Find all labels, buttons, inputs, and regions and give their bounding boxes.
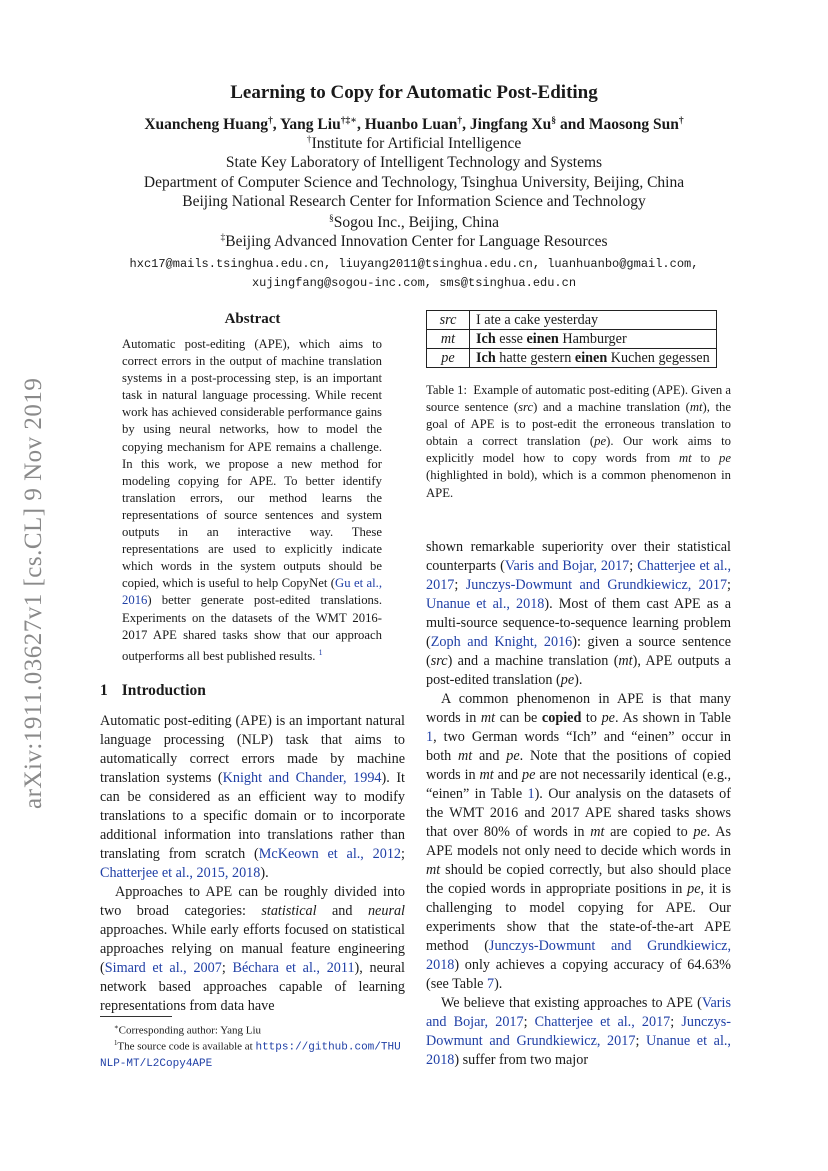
row-key: pe bbox=[427, 349, 470, 368]
var: pe bbox=[601, 710, 615, 726]
table-1-caption bbox=[426, 382, 731, 502]
affiliation-text: Beijing Advanced Innovation Center for Language Resources bbox=[225, 233, 608, 251]
citation-link[interactable]: Junczys-Dowmunt and Grundkiewicz, 2018 bbox=[426, 938, 731, 973]
author-mark: † bbox=[457, 115, 463, 126]
table-1 bbox=[426, 310, 731, 368]
var: mt bbox=[618, 653, 633, 669]
table-row bbox=[427, 349, 717, 368]
text: ). bbox=[574, 672, 583, 688]
author-name: Maosong Sun bbox=[588, 116, 679, 134]
citation-link[interactable]: Chatterjee et al., 2017 bbox=[534, 1014, 671, 1030]
text: ) and a machine translation ( bbox=[447, 653, 619, 669]
caption-label: Table 1: bbox=[426, 383, 468, 397]
text: ), APE outputs a post-edited translation ( bbox=[426, 653, 731, 688]
text: can be bbox=[495, 710, 542, 726]
text: ): given a source sentence ( bbox=[426, 634, 731, 669]
sentence-text: hatte gestern bbox=[495, 350, 575, 366]
footnote-mark: 1 bbox=[114, 1040, 118, 1047]
citation-link[interactable]: Unanue et al., 2018 bbox=[426, 596, 545, 612]
citation-link[interactable]: Zoph and Knight, 2016 bbox=[430, 634, 573, 650]
citation-link[interactable]: Unanue et al., 2018 bbox=[426, 1033, 731, 1068]
email-line-2[interactable]: xujingfang@sogou-inc.com, sms@tsinghua.edu.cn bbox=[251, 276, 577, 290]
row-key: src bbox=[427, 311, 470, 330]
var: mt bbox=[480, 710, 496, 726]
caption-text: (highlighted in bold), which is a common phenomenon in APE. bbox=[426, 468, 731, 500]
separator: , bbox=[356, 116, 365, 134]
email-line-1[interactable]: hxc17@mails.tsinghua.edu.cn, liuyang2011@tsinghua.edu.cn, luanhuanbo@gmail.com, bbox=[129, 257, 699, 271]
var: src bbox=[430, 653, 448, 669]
text: and bbox=[472, 748, 507, 764]
text: ). It can be considered as an efficient way to modify translations to a specific domain or to incorporate additional information into translations rather than translating from scratch ( bbox=[100, 770, 405, 862]
row-sentence bbox=[470, 311, 717, 330]
text: ; bbox=[401, 846, 405, 862]
author-mark: † bbox=[267, 115, 273, 126]
sentence-text: Hamburger bbox=[558, 331, 627, 347]
row-sentence bbox=[470, 349, 717, 368]
arxiv-stamp: arXiv:1911.03627v1 [cs.CL] 9 Nov 2019 bbox=[20, 377, 47, 809]
affiliation-inst bbox=[0, 134, 828, 153]
author-line bbox=[0, 115, 828, 134]
author-mark: † bbox=[678, 115, 684, 126]
affiliation-lab: State Key Laboratory of Intelligent Technology and Systems bbox=[225, 154, 603, 171]
citation-link[interactable]: Varis and Bojar, 2017 bbox=[504, 558, 630, 574]
text: ). Most of them cast APE as a multi-source sequence-to-sequence learning problem ( bbox=[426, 596, 731, 650]
footnote-ref[interactable]: 1 bbox=[318, 647, 323, 657]
text: Automatic post-editing (APE) is an important natural language processing (NLP) task that aims to automatically correct errors made by machine translation systems ( bbox=[100, 713, 405, 786]
section-heading-introduction bbox=[100, 682, 206, 700]
abstract-heading: Abstract bbox=[224, 311, 281, 327]
citation-link[interactable]: Gu et al., 2016 bbox=[122, 576, 382, 608]
caption-text: to bbox=[691, 451, 720, 466]
citation-link[interactable]: Varis and Bojar, 2017 bbox=[426, 995, 731, 1030]
text: ; bbox=[629, 558, 638, 574]
affiliation-biac bbox=[0, 232, 828, 251]
right-column-text bbox=[426, 538, 731, 1070]
text: We believe that existing approaches to APE ( bbox=[441, 995, 702, 1011]
emphasis: statistical bbox=[261, 903, 317, 919]
affiliation-dept: Department of Computer Science and Technology, Tsinghua University, Beijing, China bbox=[143, 174, 685, 191]
var: pe bbox=[693, 824, 707, 840]
affiliation-bnrc: Beijing National Research Center for Information Science and Technology bbox=[182, 193, 646, 210]
affiliation-mark: ‡ bbox=[220, 232, 226, 243]
copied-word: einen bbox=[574, 350, 608, 366]
paper-title: Learning to Copy for Automatic Post-Editing bbox=[230, 82, 598, 103]
paragraph bbox=[426, 994, 731, 1070]
author-name: Jingfang Xu bbox=[469, 116, 552, 134]
text: ; bbox=[221, 960, 233, 976]
var: mt bbox=[479, 767, 494, 783]
text: ), neural network based approaches capable of learning representations from data have bbox=[100, 960, 405, 1014]
text: A common phenomenon in APE is that many words in bbox=[426, 691, 731, 726]
table-ref-link[interactable]: 1 bbox=[527, 786, 535, 802]
table-row bbox=[427, 311, 717, 330]
table-row bbox=[427, 330, 717, 349]
var: mt bbox=[590, 824, 605, 840]
emphasis: neural bbox=[367, 903, 405, 919]
caption-var: mt bbox=[678, 451, 692, 466]
text: ) suffer from two major bbox=[454, 1052, 589, 1068]
author-mark: § bbox=[551, 115, 557, 126]
footnote-mark: ∗ bbox=[114, 1024, 119, 1031]
caption-text: Example of automatic post-editing (APE). Given a source sentence ( bbox=[426, 383, 731, 415]
caption-var: pe bbox=[719, 451, 731, 466]
var: pe bbox=[560, 672, 575, 688]
text: ; bbox=[523, 1014, 535, 1030]
citation-link[interactable]: Chatterjee et al., 2017 bbox=[426, 558, 731, 593]
caption-text: ). Our work aims to explicitly model how to copy words from bbox=[426, 434, 731, 466]
caption-var: pe bbox=[594, 434, 607, 449]
var: mt bbox=[426, 862, 441, 878]
author-name: Yang Liu bbox=[279, 116, 341, 134]
text: ; bbox=[454, 577, 466, 593]
paragraph bbox=[426, 690, 731, 994]
caption-var: src bbox=[518, 400, 534, 415]
citation-link[interactable]: Knight and Chander, 1994 bbox=[222, 770, 382, 786]
text: ). Our analysis on the datasets of the WMT 2016 and 2017 APE shared tasks shows that over 80% of words in bbox=[426, 786, 731, 840]
source-code-link[interactable]: https://github.com/THUNLP-MT/L2Copy4APE bbox=[100, 1041, 401, 1070]
row-key: mt bbox=[427, 330, 470, 349]
row-sentence bbox=[470, 330, 717, 349]
footnote-text: Corresponding author: Yang Liu bbox=[118, 1024, 262, 1037]
separator: and bbox=[556, 116, 589, 134]
separator: , bbox=[272, 116, 280, 134]
text: ; bbox=[727, 577, 731, 593]
var: pe bbox=[506, 748, 520, 764]
citation-link[interactable]: Junczys-Dowmunt and Grundkiewicz, 2017 bbox=[465, 577, 728, 593]
text: , two German words “Ich” and “einen” occur in both bbox=[426, 729, 731, 764]
text: , it is challenging to model copying for APE. Our experiments show that the state-of-the-art APE method ( bbox=[426, 881, 731, 954]
sentence-text: Kuchen gegessen bbox=[607, 350, 710, 366]
caption-var: mt bbox=[689, 400, 703, 415]
text: should be copied correctly, but also should place the copied words in appropriate positions in bbox=[426, 862, 731, 897]
citation-link[interactable]: McKeown et al., 2012 bbox=[258, 846, 402, 862]
citation-link[interactable]: Junczys-Dowmunt and Grundkiewicz, 2017 bbox=[426, 1014, 731, 1049]
var: mt bbox=[458, 748, 473, 764]
text: ) only achieves a copying accuracy of 64.63% (see Table bbox=[426, 957, 731, 992]
affiliation-text: Institute for Artificial Intelligence bbox=[311, 135, 522, 153]
paragraph bbox=[100, 712, 405, 883]
text: Approaches to APE can be roughly divided into two broad categories: bbox=[100, 884, 405, 919]
text: ). bbox=[494, 976, 503, 992]
abstract-text: Automatic post-editing (APE), which aims to correct errors in the output of machine translation systems in a post-processing step, is an important task in natural language processing. While recent work has achieved considerable performance gains by using neural networks, how to model the copying mechanism for APE remains a challenge. In this work, we propose a new method for modeling copying for APE. To better identify translation errors, our method learns the representations of source sentences and system outputs in an interactive way. These representations are used to explicitly indicate which words in the system outputs should be copied, which is useful to help CopyNet ( bbox=[122, 337, 382, 591]
text: approaches. While early efforts focused on statistical approaches relying on manual feature engineering ( bbox=[100, 922, 405, 976]
author-mark: †‡∗ bbox=[340, 115, 357, 126]
sentence-text: esse bbox=[495, 331, 527, 347]
footnote-text: The source code is available at bbox=[117, 1040, 256, 1053]
text: . As shown in Table bbox=[614, 710, 731, 726]
text: ; bbox=[670, 1014, 682, 1030]
section-title: Introduction bbox=[121, 682, 206, 699]
affiliation-mark: † bbox=[306, 134, 312, 145]
separator: , bbox=[462, 116, 470, 134]
citation-link[interactable]: Simard et al., 2007 bbox=[104, 960, 222, 976]
copied-word: einen bbox=[526, 331, 559, 347]
paragraph bbox=[100, 883, 405, 1016]
citation-link[interactable]: Béchara et al., 2011 bbox=[232, 960, 355, 976]
text: are copied to bbox=[604, 824, 694, 840]
citation-link[interactable]: Chatterjee et al., 2015, 2018 bbox=[100, 865, 261, 881]
text: are not necessarily identical (e.g., “einen” in Table bbox=[426, 767, 732, 802]
copied-word: Ich bbox=[476, 331, 496, 347]
footnote-2 bbox=[100, 1036, 405, 1072]
text: and bbox=[316, 903, 368, 919]
section-number: 1 bbox=[100, 682, 108, 699]
text: . Note that the positions of copied words in bbox=[426, 748, 731, 783]
affiliation-sogou bbox=[0, 213, 828, 232]
caption-text: ) and a machine translation ( bbox=[533, 400, 690, 415]
affiliation-mark: § bbox=[328, 213, 334, 224]
author-name: Xuancheng Huang bbox=[144, 116, 268, 134]
author-name: Huanbo Luan bbox=[364, 116, 458, 134]
sentence-text: I ate a cake yesterday bbox=[476, 312, 599, 328]
left-column-text bbox=[100, 712, 405, 1016]
paragraph bbox=[426, 538, 731, 690]
text: ). bbox=[260, 865, 269, 881]
text: and bbox=[493, 767, 523, 783]
text: to bbox=[581, 710, 602, 726]
footnote-rule bbox=[100, 1016, 172, 1017]
text: ; bbox=[635, 1033, 647, 1049]
emphasis: copied bbox=[541, 710, 582, 726]
affiliation-text: Sogou Inc., Beijing, China bbox=[333, 214, 500, 232]
var: pe bbox=[522, 767, 536, 783]
abstract-text: ) better generate post-edited translations. Experiments on the datasets of the WMT 2016-2017 APE shared tasks show that our approach outperforms all best published results. bbox=[122, 593, 382, 663]
table-ref-link[interactable]: 1 bbox=[426, 729, 434, 745]
caption-text: ), the goal of APE is to post-edit the erroneous translation to obtain a correct translation ( bbox=[426, 400, 731, 449]
copied-word: Ich bbox=[476, 350, 496, 366]
text: . As APE models not only need to decide which words in bbox=[426, 824, 732, 859]
ape-example-table bbox=[426, 310, 717, 368]
var: pe bbox=[687, 881, 701, 897]
text: shown remarkable superiority over their statistical counterparts ( bbox=[426, 539, 731, 574]
table-ref-link[interactable]: 7 bbox=[486, 976, 495, 992]
abstract-body bbox=[122, 336, 382, 665]
